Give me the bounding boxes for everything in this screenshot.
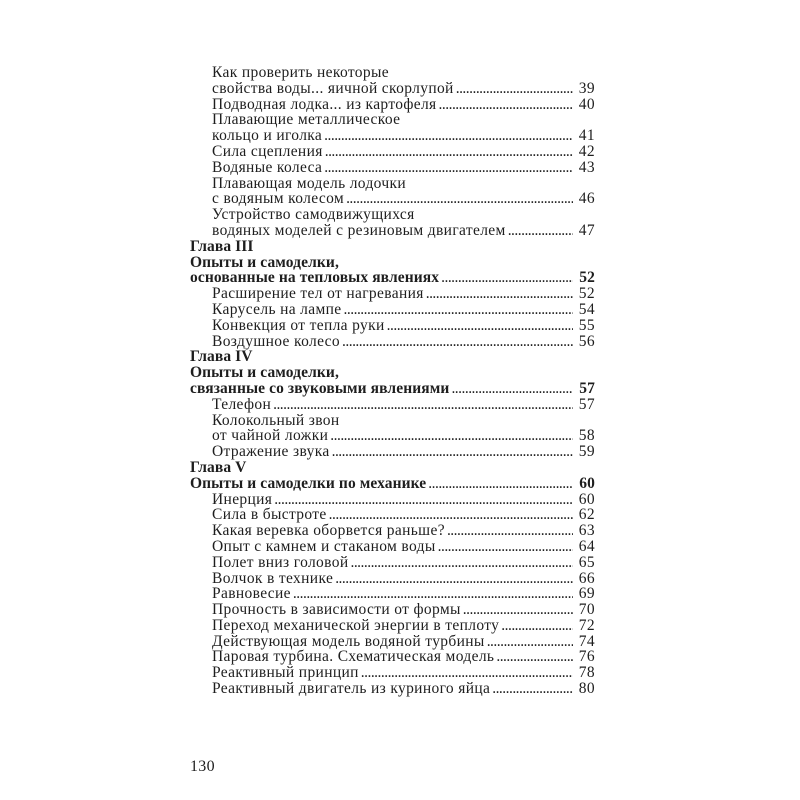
- dot-leader: [508, 223, 573, 239]
- dot-leader: [335, 571, 573, 587]
- toc-entry: [190, 681, 595, 697]
- toc-entry-title: Плавающая модель лодочки: [212, 174, 407, 192]
- dot-leader: [426, 286, 573, 302]
- toc-heading: [190, 381, 595, 397]
- dot-leader: [451, 381, 573, 397]
- dot-leader: [330, 428, 573, 444]
- dot-leader: [441, 270, 573, 286]
- toc-entry: [190, 302, 595, 318]
- dot-leader: [496, 649, 573, 665]
- toc-entry-title: Инерция: [212, 490, 273, 508]
- toc-entry-title: основанные на тепловых явлениях: [190, 269, 440, 287]
- toc-entry: [190, 397, 595, 413]
- toc-entry-title: Конвекция от тепла руки: [212, 316, 385, 334]
- toc-entry: [190, 507, 595, 523]
- toc-entry-title: Паровая турбина. Схематическая модель: [212, 648, 495, 666]
- toc-page-number: 41: [578, 127, 595, 145]
- toc-entry-title: Действующая модель водяной турбины: [212, 632, 485, 650]
- toc-heading: [190, 460, 595, 476]
- toc-entry: [190, 191, 595, 207]
- dot-leader: [332, 444, 573, 460]
- toc-entry: [190, 413, 595, 429]
- toc-entry-title: Сила в быстроте: [212, 506, 327, 524]
- toc-entry: [190, 428, 595, 444]
- toc-entry: [190, 81, 595, 97]
- toc-entry-title: Устройство самодвижущихся: [212, 206, 415, 224]
- toc-entry: [190, 160, 595, 176]
- toc-entry-title: Сила сцепления: [212, 142, 323, 160]
- dot-leader: [463, 602, 573, 618]
- toc-entry-title: Какая веревка оборвется раньше?: [212, 522, 445, 540]
- toc-page-number: 58: [578, 427, 595, 445]
- toc-entry-title: Полет вниз головой: [212, 553, 349, 571]
- toc-page-number: 39: [578, 79, 595, 97]
- dot-leader: [325, 144, 573, 160]
- toc-heading: [190, 349, 595, 365]
- toc-page-number: 78: [578, 664, 595, 682]
- toc-entry-title: Карусель на лампе: [212, 300, 342, 318]
- toc-entry-title: Опыты и самоделки,: [190, 364, 339, 382]
- toc-entry-title: Телефон: [212, 395, 272, 413]
- toc-page-number: 60: [578, 490, 595, 508]
- toc-entry: [190, 112, 595, 128]
- toc-page-number: 80: [578, 680, 595, 698]
- toc-entry: [190, 207, 595, 223]
- dot-leader: [324, 160, 573, 176]
- toc-page-number: 59: [578, 443, 595, 461]
- toc-page-number: 72: [578, 616, 595, 634]
- toc-page-number: 69: [578, 585, 595, 603]
- dot-leader: [387, 318, 573, 334]
- table-of-contents: [190, 65, 595, 697]
- toc-entry-title: Глава V: [190, 458, 247, 476]
- toc-entry-title: Равновесие: [212, 585, 291, 603]
- toc-entry-title: Волчок в технике: [212, 569, 334, 587]
- toc-entry-title: Переход механической энергии в теплоту: [212, 616, 500, 634]
- dot-leader: [456, 81, 573, 97]
- toc-entry-title: Расширение тел от нагревания: [212, 285, 424, 303]
- dot-leader: [346, 191, 573, 207]
- toc-entry: [190, 97, 595, 113]
- dot-leader: [439, 97, 573, 113]
- toc-heading: [190, 255, 595, 271]
- toc-page-number: 62: [578, 506, 595, 524]
- toc-page-number: 74: [578, 632, 595, 650]
- toc-entry-title: Опыт с камнем и стаканом воды: [212, 537, 436, 555]
- dot-leader: [492, 681, 573, 697]
- toc-entry-title: связанные со звуковыми явлениями: [190, 379, 450, 397]
- toc-entry-title: Глава III: [190, 237, 254, 255]
- toc-page-number: 43: [578, 158, 595, 176]
- dot-leader: [350, 555, 573, 571]
- toc-entry: [190, 128, 595, 144]
- toc-entry: [190, 65, 595, 81]
- toc-page-number: 63: [578, 522, 595, 540]
- toc-entry: [190, 649, 595, 665]
- dot-leader: [428, 476, 573, 492]
- toc-entry: [190, 665, 595, 681]
- toc-entry-title: Реактивный принцип: [212, 664, 359, 682]
- toc-entry-title: Как проверить некоторые: [212, 64, 389, 81]
- toc-heading: [190, 476, 595, 492]
- toc-page-number: 54: [578, 300, 595, 318]
- dot-leader: [344, 302, 573, 318]
- toc-entry-title: свойства воды... яичной скорлупой: [212, 79, 454, 97]
- dot-leader: [438, 539, 573, 555]
- toc-entry: [190, 571, 595, 587]
- toc-entry: [190, 176, 595, 192]
- toc-entry: [190, 586, 595, 602]
- toc-page-number: 70: [578, 601, 595, 619]
- toc-page-number: 47: [578, 221, 595, 239]
- toc-entry: [190, 618, 595, 634]
- toc-entry-title: Воздушное колесо: [212, 332, 341, 350]
- dot-leader: [501, 618, 573, 634]
- dot-leader: [273, 397, 573, 413]
- toc-entry: [190, 223, 595, 239]
- toc-entry-title: Опыты и самоделки по механике: [190, 474, 427, 492]
- toc-entry-title: от чайной ложки: [212, 427, 329, 445]
- dot-leader: [274, 492, 573, 508]
- toc-entry: [190, 144, 595, 160]
- toc-entry: [190, 444, 595, 460]
- toc-entry-title: Реактивный двигатель из куриного яйца: [212, 680, 491, 698]
- dot-leader: [361, 665, 573, 681]
- toc-page-number: 52: [578, 285, 595, 303]
- page-number: 130: [190, 758, 215, 775]
- toc-heading: [190, 270, 595, 286]
- toc-page-number: 76: [578, 648, 595, 666]
- toc-entry-title: кольцо и иголка: [212, 127, 323, 145]
- toc-entry: [190, 555, 595, 571]
- toc-entry-title: водяных моделей с резиновым двигателем: [212, 221, 506, 239]
- toc-page-number: 52: [579, 269, 595, 287]
- toc-page-number: 55: [578, 316, 595, 334]
- toc-page-number: 46: [578, 190, 595, 208]
- dot-leader: [487, 634, 573, 650]
- toc-page-number: 64: [578, 537, 595, 555]
- toc-heading: [190, 239, 595, 255]
- toc-page-number: 42: [578, 142, 595, 160]
- toc-entry: [190, 634, 595, 650]
- toc-entry: [190, 286, 595, 302]
- dot-leader: [324, 128, 573, 144]
- toc-entry-title: Опыты и самоделки,: [190, 253, 339, 271]
- toc-heading: [190, 365, 595, 381]
- toc-page-number: 56: [578, 332, 595, 350]
- toc-page-number: 66: [578, 569, 595, 587]
- toc-entry-title: с водяным колесом: [212, 190, 345, 208]
- toc-page-number: 57: [579, 379, 595, 397]
- toc-entry: [190, 539, 595, 555]
- dot-leader: [342, 334, 573, 350]
- dot-leader: [329, 507, 573, 523]
- toc-page-number: 60: [579, 474, 595, 492]
- toc-entry: [190, 334, 595, 350]
- toc-entry-title: Подводная лодка... из картофеля: [212, 95, 437, 113]
- toc-entry-title: Плавающие металлическое: [212, 111, 401, 129]
- toc-entry-title: Прочность в зависимости от формы: [212, 601, 461, 619]
- toc-page-number: 57: [578, 395, 595, 413]
- dot-leader: [447, 523, 573, 539]
- toc-entry-title: Глава IV: [190, 348, 253, 366]
- toc-entry-title: Водяные колеса: [212, 158, 323, 176]
- dot-leader: [293, 586, 573, 602]
- toc-entry: [190, 492, 595, 508]
- toc-entry-title: Колокольный звон: [212, 411, 340, 429]
- toc-entry: [190, 523, 595, 539]
- toc-entry: [190, 318, 595, 334]
- toc-page-number: 40: [578, 95, 595, 113]
- toc-entry-title: Отражение звука: [212, 443, 330, 461]
- toc-entry: [190, 602, 595, 618]
- toc-page-number: 65: [578, 553, 595, 571]
